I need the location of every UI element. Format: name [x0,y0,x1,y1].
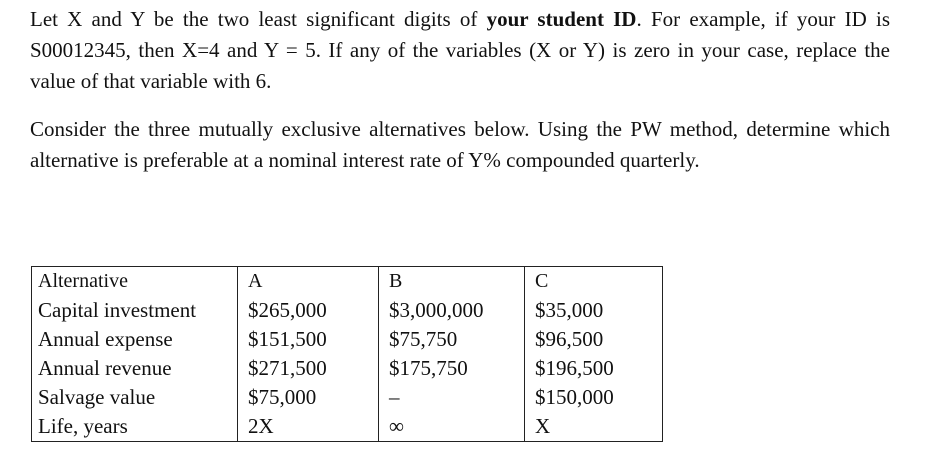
cell-c: $196,500 [525,354,663,383]
cell-a: 2X [238,412,379,442]
cell-b: $175,750 [379,354,525,383]
row-label: Life, years [32,412,238,442]
table-row [32,354,663,383]
row-label: Annual expense [32,325,238,354]
cell-b: $75,750 [379,325,525,354]
header-a: A [238,267,379,297]
alternatives-table [31,266,663,442]
cell-b: – [379,383,525,412]
cell-a: $265,000 [238,296,379,325]
cell-c: $35,000 [525,296,663,325]
row-label: Capital investment [32,296,238,325]
cell-a: $75,000 [238,383,379,412]
table-row [32,325,663,354]
header-b: B [379,267,525,297]
table-header-row [32,267,663,297]
header-c: C [525,267,663,297]
cell-a: $271,500 [238,354,379,383]
header-alternative: Alternative [32,267,238,297]
table-row [32,296,663,325]
problem-paragraph-2: Consider the three mutually exclusive alternatives below. Using the PW method, determine which alternative is preferable at a nominal interest rate of Y% compounded quarterly. [30,117,890,172]
problem-paragraph-1 [30,4,890,97]
cell-c: $150,000 [525,383,663,412]
table-row [32,383,663,412]
cell-b: ∞ [379,412,525,442]
example-text: . For example, if your ID is S00012345, then X=4 and Y = 5. If any of the variables (X or Y) is zero in your case, replace the value of that variable with 6. [30,7,890,93]
cell-c: $96,500 [525,325,663,354]
cell-c: X [525,412,663,442]
intro-text: Let X and Y be the two least significant digits of [30,7,487,31]
table-row [32,412,663,442]
cell-b: $3,000,000 [379,296,525,325]
student-id-emphasis: your student ID [486,7,637,31]
cell-a: $151,500 [238,325,379,354]
row-label: Salvage value [32,383,238,412]
row-label: Annual revenue [32,354,238,383]
